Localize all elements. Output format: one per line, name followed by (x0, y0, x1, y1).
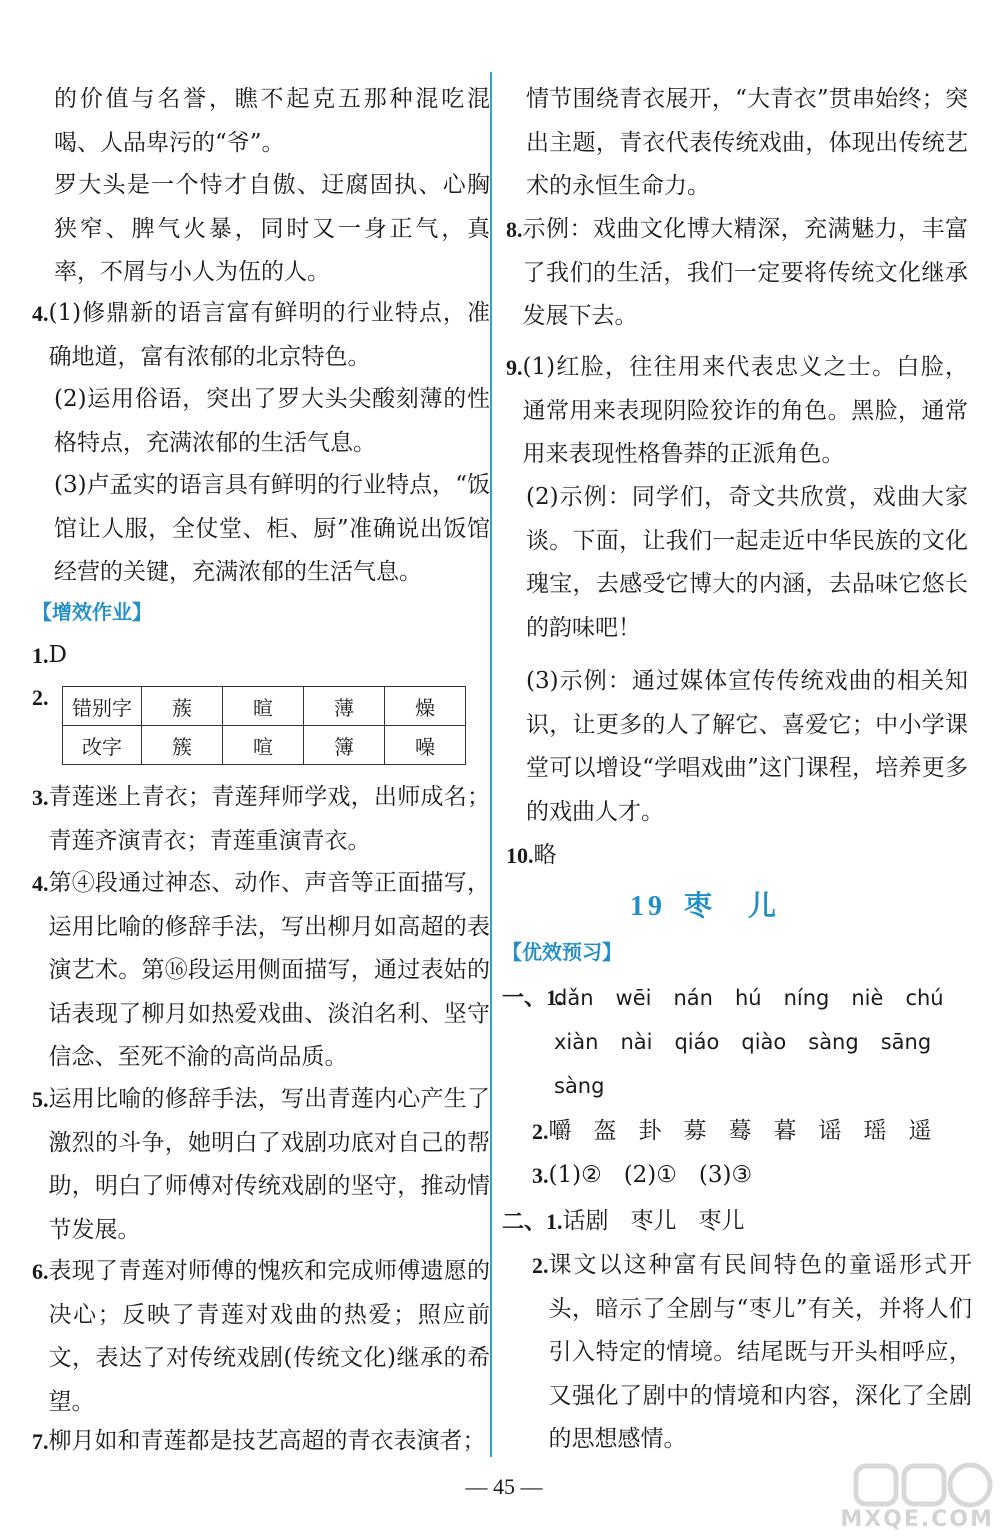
paragraph: 罗大头是一个恃才自傲、迂腐固执、心胸狭窄、脾气火暴，同时又一身正气，真率，不屑与小人为伍的人。 (54, 172, 490, 285)
page-number: — 45 — (465, 1474, 543, 1499)
item-number: 4. (32, 301, 49, 326)
answer-list (549, 1154, 973, 1198)
answer-text: 略 (533, 842, 557, 868)
part1-q2 (532, 1110, 972, 1154)
lesson-title (630, 884, 780, 924)
pinyin: sāng (880, 1030, 932, 1054)
table-cell: 噪 (385, 726, 466, 765)
paragraph: (3)示例：通过媒体宣传传统戏曲的相关知识，让更多的人了解它、喜爱它；中小学课堂可以增设“学唱戏曲”这门课程，培养更多的戏曲人才。 (526, 668, 968, 825)
paragraph: 情节围绕青衣展开，“大青衣”贯串始终；突出主题，青衣代表传统戏曲，体现出传统艺术的永恒生命力。 (526, 86, 968, 199)
answer-item-4 (32, 292, 490, 379)
char-list (549, 1110, 973, 1154)
watermark-icon (848, 1462, 998, 1510)
item-number: 6. (32, 1259, 49, 1284)
typo-correction-table (62, 686, 466, 765)
part2-q1 (502, 1200, 972, 1244)
char: 蓦 (728, 1118, 752, 1144)
char: 盔 (593, 1118, 617, 1144)
paragraph: (2)运用俗语，突出了罗大头尖酸刻薄的性格特点，充满浓郁的生活气息。 (54, 386, 490, 456)
answer-text: (1)红脸，往往用来代表忠义之士。白脸，通常用来表现阴险狡诈的角色。黑脸，通常用来表现性格鲁莽的正派角色。 (522, 354, 968, 467)
answer-item-7 (32, 1420, 490, 1464)
answer: 枣儿 (630, 1208, 677, 1234)
table-row (63, 687, 466, 726)
answer-text: (1)修鼎新的语言富有鲜明的行业特点，准确地道，富有浓郁的北京特色。 (48, 300, 490, 370)
answer: 枣儿 (698, 1208, 745, 1234)
answer-text: D (48, 642, 67, 668)
answer-item-4b (32, 862, 490, 1080)
table-cell: 燥 (385, 687, 466, 726)
paragraph: 的价值与名誉，瞧不起克五那种混吃混喝、人品卑污的“爷”。 (54, 86, 490, 156)
answer-text: 柳月如和青莲都是技艺高超的青衣表演者； (48, 1428, 486, 1454)
char: 嚼 (548, 1118, 572, 1144)
lesson-name: 枣 儿 (684, 889, 781, 922)
char: 瑶 (863, 1118, 887, 1144)
char: 遥 (908, 1118, 932, 1144)
answer-item-5 (32, 1078, 490, 1252)
item-number: 10. (506, 843, 534, 868)
char: 卦 (638, 1118, 662, 1144)
column-divider (490, 72, 492, 1457)
pinyin: hú (734, 986, 762, 1010)
answer-item-8 (506, 208, 968, 339)
answer-text: 表现了青莲对师傅的愧疚和完成师傅遗愿的决心；反映了青莲对戏曲的热爱；照应前文，表达了对传统戏剧(传统文化)继承的希望。 (48, 1258, 490, 1415)
pinyin-row (554, 1074, 626, 1098)
item-number: 2. (32, 685, 49, 710)
char: 暮 (773, 1118, 797, 1144)
table-cell: 暄 (223, 687, 304, 726)
answer-text: 课文以这种富有民间特色的童谣形式开头，暗示了全剧与“枣儿”有关，并将人们引入特定的情境。结尾既与开头相呼应，又强化了剧中的情境和内容，深化了全剧的思想感情。 (548, 1252, 972, 1452)
pinyin-row (554, 986, 984, 1010)
item-number: 4. (32, 871, 49, 896)
part1-q3 (532, 1154, 972, 1198)
item-number: 7. (32, 1429, 49, 1454)
lesson-number: 19 (630, 891, 666, 922)
pinyin: xiàn (554, 1030, 599, 1054)
pinyin: wēi (615, 986, 652, 1010)
answer: (3)③ (698, 1162, 753, 1188)
answer: (2)① (623, 1162, 677, 1188)
pinyin: qiáo (674, 1030, 720, 1054)
item-number: 一、1. (502, 985, 563, 1010)
pinyin: niè (851, 986, 884, 1010)
answer: (1)② (548, 1162, 602, 1188)
paragraph: (3)卢孟实的语言具有鲜明的行业特点，“饭馆让人服，全仗堂、柜、厨”准确说出饭馆经营的关键，充满浓郁的生活气息。 (54, 472, 490, 585)
table-cell: 薄 (304, 687, 385, 726)
item-number: 1. (32, 643, 49, 668)
answer-text: 第④段通过神态、动作、声音等正面描写，运用比喻的修辞手法，写出柳月如高超的表演艺术。第⑯段运用侧面描写，通过表姑的话表现了柳月如热爱戏曲、淡泊名利、坚守信念、至死不渝的高尚品质。 (48, 870, 490, 1070)
part2-q2 (532, 1244, 972, 1462)
pinyin: qiào (741, 1030, 787, 1054)
answer-item-10 (506, 834, 968, 878)
table-cell: 簿 (304, 726, 385, 765)
item-number: 2. (532, 1119, 549, 1144)
answer-list (563, 1200, 972, 1244)
item-number: 3. (32, 785, 49, 810)
pinyin-row (554, 1030, 984, 1054)
char: 谣 (818, 1118, 842, 1144)
item-number: 3. (532, 1163, 549, 1188)
pinyin: sàng (554, 1074, 605, 1098)
item-number: 9. (506, 355, 523, 380)
table-cell: 喧 (223, 726, 304, 765)
answer-text: 运用比喻的修辞手法，写出青莲内心产生了激烈的斗争，她明白了戏剧功底对自己的帮助，明白了师傅对传统戏剧的坚守，推动情节发展。 (48, 1086, 490, 1243)
answer-item-9 (506, 346, 968, 477)
pinyin: nài (620, 1030, 653, 1054)
answer-item-6 (32, 1250, 490, 1424)
char: 募 (683, 1118, 707, 1144)
watermark-text: MXQE.COM (840, 1507, 994, 1532)
item-number: 2. (532, 1253, 549, 1278)
watermark-logo (840, 1462, 998, 1532)
pinyin: dǎn (554, 986, 594, 1010)
answer-item-1 (32, 634, 490, 678)
item-number: 5. (32, 1087, 49, 1112)
answer: 话剧 (562, 1208, 609, 1234)
table-cell: 簇 (142, 726, 223, 765)
answer-text: 青莲迷上青衣；青莲拜师学戏，出师成名；青莲齐演青衣；青莲重演青衣。 (48, 784, 490, 854)
table-cell: 蔟 (142, 687, 223, 726)
item-number: 二、1. (502, 1209, 563, 1234)
pinyin: sàng (808, 1030, 859, 1054)
pinyin: níng (783, 986, 830, 1010)
answer-text: 示例：戏曲文化博大精深，充满魅力，丰富了我们的生活，我们一定要将传统文化继承发展下去。 (522, 216, 968, 329)
table-row (63, 726, 466, 765)
paragraph: (2)示例：同学们，奇文共欣赏，戏曲大家谈。下面，让我们一起走近中华民族的文化瑰宝，去感受它博大的内涵，去品味它悠长的韵味吧！ (526, 484, 968, 641)
answer-item-3 (32, 776, 490, 863)
item-number: 8. (506, 217, 523, 242)
table-cell: 改字 (63, 726, 142, 765)
pinyin: chú (905, 986, 944, 1010)
table-cell: 错别字 (63, 687, 142, 726)
section-heading: 【优效预习】 (502, 940, 622, 964)
pinyin: nán (673, 986, 713, 1010)
section-heading: 【增效作业】 (32, 600, 152, 624)
